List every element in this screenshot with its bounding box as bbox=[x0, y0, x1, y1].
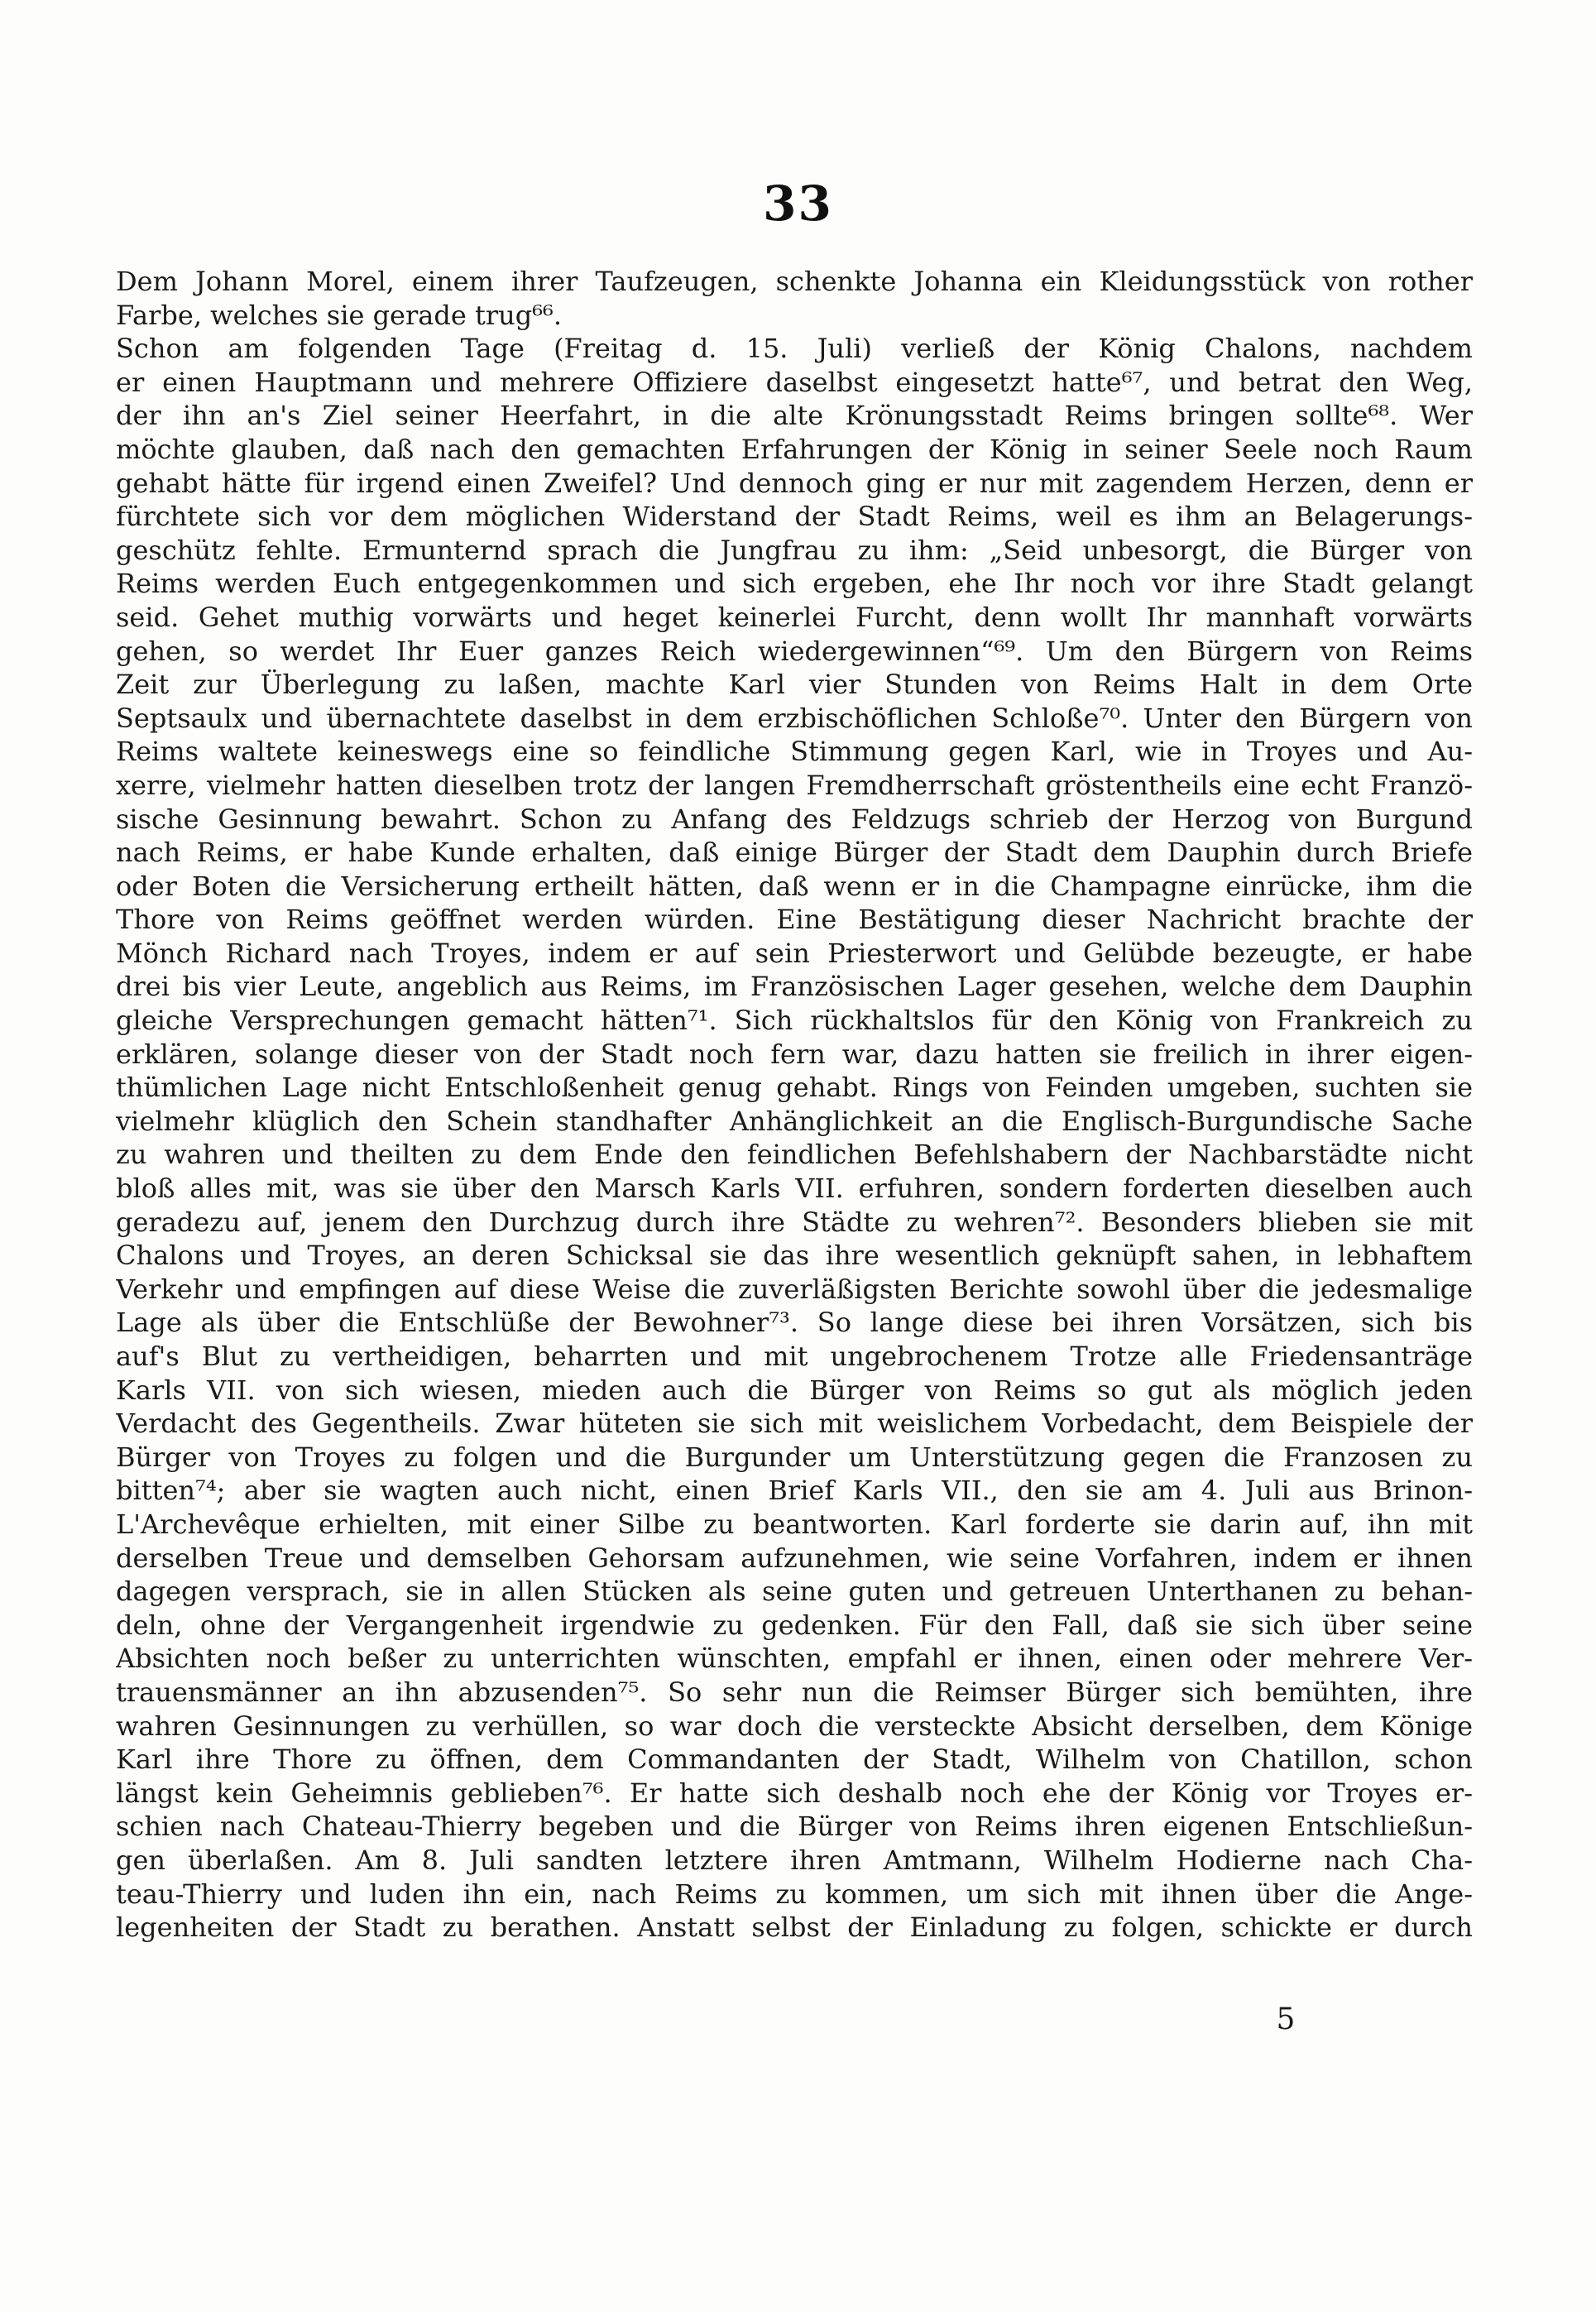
text-line: L'Archevêque erhielten, mit einer Silbe zu beantworten. Karl forderte sie darin auf, ihn mit bbox=[116, 1508, 1473, 1540]
text-line: xerre, vielmehr hatten dieselben trotz der langen Fremdherrschaft gröstentheils eine echt Franzö- bbox=[116, 769, 1473, 801]
text-line: zu wahren und theilten zu dem Ende den feindlichen Befehlshabern der Nachbarstädte nicht bbox=[116, 1139, 1473, 1171]
text-line: erklären, solange dieser von der Stadt noch fern war, dazu hatten sie freilich in ihrer eigen- bbox=[116, 1038, 1473, 1070]
text-line: legenheiten der Stadt zu berathen. Anstatt selbst der Einladung zu folgen, schickte er durch bbox=[116, 1911, 1473, 1944]
text-line: trauensmänner an ihn abzusenden⁷⁵. So sehr nun die Reimser Bürger sich bemühten, ihre bbox=[116, 1676, 1473, 1708]
text-line: Reims werden Euch entgegenkommen und sich ergeben, ehe Ihr noch vor ihre Stadt gelangt bbox=[116, 568, 1473, 600]
text-line: längst kein Geheimnis geblieben⁷⁶. Er hatte sich deshalb noch ehe der König vor Troyes er- bbox=[116, 1777, 1473, 1809]
text-line: Chalons und Troyes, an deren Schicksal sie das ihre wesentlich geknüpft sahen, in lebhaftem bbox=[116, 1240, 1473, 1272]
text-line: thümlichen Lage nicht Entschloßenheit genug gehabt. Rings von Feinden umgeben, suchten sie bbox=[116, 1072, 1473, 1104]
text-line: bitten⁷⁴; aber sie wagten auch nicht, einen Brief Karls VII., den sie am 4. Juli aus Brinon- bbox=[116, 1475, 1473, 1507]
text-line: nach Reims, er habe Kunde erhalten, daß einige Bürger der Stadt dem Dauphin durch Briefe bbox=[116, 837, 1473, 869]
text-line: oder Boten die Versicherung ertheilt hätten, daß wenn er in die Champagne einrücke, ihm die bbox=[116, 870, 1473, 902]
text-line: Thore von Reims geöffnet werden würden. Eine Bestätigung dieser Nachricht brachte der bbox=[116, 904, 1473, 936]
text-line: möchte glauben, daß nach den gemachten Erfahrungen der König in seiner Seele noch Raum bbox=[116, 433, 1473, 465]
text-line: Reims waltete keineswegs eine so feindliche Stimmung gegen Karl, wie in Troyes und Au- bbox=[116, 736, 1473, 768]
text-line: Septsaulx und übernachtete daselbst in dem erzbischöflichen Schloße⁷⁰. Unter den Bürgern von bbox=[116, 702, 1473, 734]
text-line: dagegen versprach, sie in allen Stücken als seine guten und getreuen Unterthanen zu behan- bbox=[116, 1576, 1473, 1608]
text-line: geschütz fehlte. Ermunternd sprach die Jungfrau zu ihm: „Seid unbesorgt, die Bürger von bbox=[116, 534, 1473, 566]
text-line: Dem Johann Morel, einem ihrer Taufzeugen, schenkte Johanna ein Kleidungsstück von rother bbox=[116, 266, 1473, 297]
text-line: der ihn an's Ziel seiner Heerfahrt, in die alte Krönungsstadt Reims bringen sollte⁶⁸. Wer bbox=[116, 400, 1473, 432]
text-line: wahren Gesinnungen zu verhüllen, so war doch die versteckte Absicht derselben, dem Könige bbox=[116, 1710, 1473, 1742]
text-line: schien nach Chateau-Thierry begeben und die Bürger von Reims ihren eigenen Entschließun- bbox=[116, 1811, 1473, 1843]
text-line: sische Gesinnung bewahrt. Schon zu Anfang des Feldzugs schrieb der Herzog von Burgund bbox=[116, 803, 1473, 835]
text-line: Mönch Richard nach Troyes, indem er auf sein Priesterwort und Gelübde bezeugte, er habe bbox=[116, 937, 1473, 969]
text-line: Verkehr und empfingen auf diese Weise die zuverläßigsten Berichte sowohl über die jedesmalige bbox=[116, 1273, 1473, 1305]
body-text bbox=[116, 265, 1473, 2003]
text-line: Lage als über die Entschlüße der Bewohner⁷³. So lange diese bei ihren Vorsätzen, sich bis bbox=[116, 1307, 1473, 1339]
text-line: vielmehr klüglich den Schein standhafter Anhänglichkeit an die Englisch-Burgundische Sache bbox=[116, 1105, 1473, 1137]
text-line: drei bis vier Leute, angeblich aus Reims, im Französischen Lager gesehen, welche dem Dauphin bbox=[116, 971, 1473, 1003]
text-line: deln, ohne der Vergangenheit irgendwie zu gedenken. Für den Fall, daß sie sich über seine bbox=[116, 1609, 1473, 1641]
text-line: Verdacht des Gegentheils. Zwar hüteten sie sich mit weislichem Vorbedacht, dem Beispiele der bbox=[116, 1408, 1473, 1440]
text-line: teau-Thierry und luden ihn ein, nach Reims zu kommen, um sich mit ihnen über die Ange- bbox=[116, 1878, 1473, 1910]
text-line: fürchtete sich vor dem möglichen Widerstand der Stadt Reims, weil es ihm an Belagerungs- bbox=[116, 501, 1473, 533]
text-line: Bürger von Troyes zu folgen und die Burgunder um Unterstützung gegen die Franzosen zu bbox=[116, 1441, 1473, 1473]
text-line: Karls VII. von sich wiesen, mieden auch die Bürger von Reims so gut als möglich jeden bbox=[116, 1374, 1473, 1406]
page-number: 33 bbox=[763, 175, 833, 232]
text-line: Farbe, welches sie gerade trug⁶⁶. bbox=[116, 299, 563, 331]
text-line: Zeit zur Überlegung zu laßen, machte Karl vier Stunden von Reims Halt in dem Orte bbox=[116, 669, 1473, 701]
text-line: derselben Treue und demselben Gehorsam aufzunehmen, wie seine Vorfahren, indem er ihnen bbox=[116, 1542, 1473, 1574]
text-line: gen überlaßen. Am 8. Juli sandten letztere ihren Amtmann, Wilhelm Hodierne nach Cha- bbox=[116, 1844, 1473, 1876]
text-line: Absichten noch beßer zu unterrichten wünschten, empfahl er ihnen, einen oder mehrere Ver- bbox=[116, 1643, 1473, 1675]
text-line: auf's Blut zu vertheidigen, beharrten und mit ungebrochenem Trotze alle Friedensanträge bbox=[116, 1341, 1473, 1372]
text-line: er einen Hauptmann und mehrere Offiziere daselbst eingesetzt hatte⁶⁷, und betrat den Weg, bbox=[116, 366, 1473, 398]
text-line: geradezu auf, jenem den Durchzug durch ihre Städte zu wehren⁷². Besonders blieben sie mit bbox=[116, 1206, 1473, 1238]
text-line: Karl ihre Thore zu öffnen, dem Commandanten der Stadt, Wilhelm von Chatillon, schon bbox=[116, 1744, 1473, 1776]
text-line: gleiche Versprechungen gemacht hätten⁷¹. Sich rückhaltslos für den König von Frankreich zu bbox=[116, 1005, 1473, 1037]
text-line: seid. Gehet muthig vorwärts und heget keinerlei Furcht, denn wollt Ihr mannhaft vorwärts bbox=[116, 601, 1473, 633]
text-line: gehen, so werdet Ihr Euer ganzes Reich wiedergewinnen“⁶⁹. Um den Bürgern von Reims bbox=[116, 635, 1473, 667]
text-line: gehabt hätte für irgend einen Zweifel? Und dennoch ging er nur mit zagendem Herzen, denn er bbox=[116, 467, 1473, 499]
text-line: Schon am folgenden Tage (Freitag d. 15. Juli) verließ der König Chalons, nachdem bbox=[116, 333, 1473, 365]
signature-mark: 5 bbox=[1276, 2003, 1296, 2036]
text-line: bloß alles mit, was sie über den Marsch Karls VII. erfuhren, sondern forderten dieselben auch bbox=[116, 1173, 1473, 1205]
